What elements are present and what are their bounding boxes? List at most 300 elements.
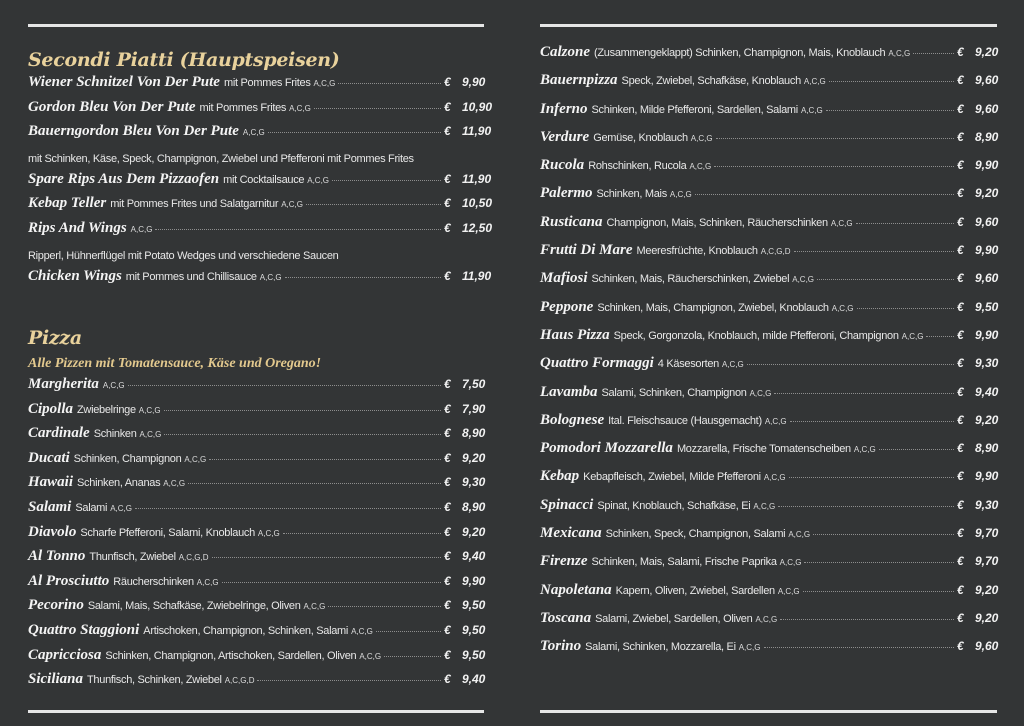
menu-item [540, 553, 997, 581]
menu-item [28, 597, 484, 622]
item-description: Speck, Gorgonzola, Knoblauch, milde Pfefferoni, Champignon [613, 329, 899, 342]
menu-item [540, 582, 997, 610]
menu-item [28, 573, 484, 598]
item-price: 10,50 [462, 196, 493, 211]
item-name: Chicken Wings [28, 267, 122, 284]
menu-item [540, 497, 997, 525]
currency-symbol: € [444, 75, 451, 89]
item-name: Pecorino [28, 597, 84, 614]
menu-item [540, 412, 997, 440]
dotted-leader [747, 364, 954, 365]
top-rule-right [540, 24, 997, 27]
dotted-leader [695, 194, 954, 195]
menu-item [28, 671, 484, 696]
dotted-leader [338, 83, 441, 84]
dotted-leader [778, 506, 954, 507]
item-name: Bauernpizza [540, 72, 618, 89]
item-name: Gordon Bleu Von Der Pute [28, 98, 196, 115]
bottom-rule-right [540, 710, 997, 713]
currency-symbol: € [957, 327, 964, 342]
dotted-leader [857, 308, 954, 309]
item-allergens: A,C,G [792, 275, 815, 285]
item-description: Spinat, Knoblauch, Schafkäse, Ei [597, 499, 751, 512]
currency-symbol: € [444, 499, 451, 514]
dotted-leader [856, 223, 954, 224]
item-description: Salami, Zwiebel, Sardellen, Oliven [595, 612, 753, 625]
item-description: Champignon, Mais, Schinken, Räucherschinken [606, 216, 828, 229]
currency-symbol: € [444, 573, 451, 588]
dotted-leader [813, 534, 954, 535]
item-price: 9,90 [975, 469, 999, 484]
dotted-leader [314, 108, 441, 109]
item-price: 8,90 [975, 129, 999, 144]
item-description: Zwiebelringe [77, 403, 136, 416]
dotted-leader [128, 385, 441, 386]
item-name: Napoletana [540, 581, 612, 598]
item-note: mit Schinken, Käse, Speck, Champignon, Zwiebel und Pfefferoni mit Pommes Frites [28, 152, 414, 165]
menu-item [540, 299, 997, 327]
item-allergens: A,C,G [901, 331, 924, 341]
currency-symbol: € [957, 45, 964, 59]
currency-symbol: € [444, 647, 451, 662]
dotted-leader [790, 421, 954, 422]
item-allergens: A,C,G [764, 416, 787, 426]
pizza-subtitle: Alle Pizzen mit Tomatensauce, Käse und Oregano! [28, 356, 322, 371]
item-name: Bauerngordon Bleu Von Der Pute [28, 123, 239, 140]
currency-symbol: € [957, 243, 964, 258]
item-allergens: A,C,G [800, 105, 823, 115]
section-title-pizza: Pizza [28, 327, 82, 349]
dotted-leader [257, 680, 441, 681]
item-allergens: A,C,G [689, 162, 712, 172]
item-description: Schinken, Mais, Salami, Frische Paprika [591, 556, 777, 569]
item-description: Scharfe Pfefferoni, Salami, Knoblauch [80, 526, 255, 539]
item-price: 9,70 [975, 554, 999, 569]
currency-symbol: € [957, 497, 964, 512]
menu-item [28, 123, 492, 148]
menu-item [28, 195, 493, 220]
item-name: Kebap Teller [28, 195, 107, 212]
menu-item [540, 129, 997, 157]
item-allergens: A,C,G [669, 190, 692, 200]
item-name: Cipolla [28, 400, 74, 417]
item-name: Frutti Di Mare [540, 242, 633, 259]
item-description: Salami, Schinken, Champignon [601, 386, 747, 399]
item-allergens: A,C,G [196, 577, 219, 587]
item-description: Thunfisch, Zwiebel [89, 551, 176, 564]
item-allergens: A,C,G [853, 445, 876, 455]
item-description: Räucherschinken [113, 575, 194, 588]
item-description: Schinken, Ananas [77, 477, 161, 490]
item-price: 9,60 [975, 271, 999, 286]
item-description: Schinken, Mais [596, 188, 667, 201]
currency-symbol: € [957, 412, 964, 427]
menu-item [28, 267, 492, 293]
menu-item [540, 440, 997, 468]
menu-item [28, 219, 493, 245]
item-description: Ital. Fleischsauce (Hausgemacht) [608, 414, 762, 427]
currency-symbol: € [444, 124, 451, 139]
menu-item [540, 468, 997, 496]
menu-item [28, 474, 484, 499]
item-name: Spinacci [540, 496, 594, 513]
currency-symbol: € [444, 524, 451, 539]
item-price: 11,90 [462, 268, 492, 283]
item-name: Lavamba [540, 383, 598, 400]
item-allergens: A,C,G [138, 405, 161, 415]
currency-symbol: € [957, 441, 964, 456]
item-name: Peppone [540, 298, 594, 315]
menu-item [28, 548, 484, 573]
dotted-leader [332, 180, 441, 181]
menu-item [28, 74, 484, 99]
item-allergens: A,C,G [803, 77, 826, 87]
dotted-leader [879, 449, 954, 450]
item-description: mit Pommes Frites und Salatgarnitur [110, 198, 279, 211]
item-allergens: A,C,G [777, 586, 800, 596]
item-description: Thunfisch, Schinken, Zwiebel [87, 674, 222, 687]
top-rule-left [28, 24, 484, 27]
dotted-leader [794, 251, 954, 252]
dotted-leader [780, 619, 954, 620]
item-name: Verdure [540, 128, 590, 145]
dotted-leader [913, 53, 954, 54]
item-price: 9,40 [462, 672, 486, 687]
item-allergens: A,C,G [102, 381, 125, 390]
item-allergens: A,C,G [763, 473, 786, 483]
item-allergens: A,C,G [788, 530, 811, 540]
item-price: 8,90 [462, 426, 486, 441]
currency-symbol: € [957, 214, 964, 229]
dotted-leader [285, 277, 441, 278]
item-allergens: A,C,G [139, 430, 162, 440]
dotted-leader [328, 606, 441, 607]
item-description: mit Pommes Frites [223, 77, 311, 89]
currency-symbol: € [444, 171, 451, 186]
item-price: 9,20 [975, 45, 999, 59]
currency-symbol: € [957, 554, 964, 569]
item-allergens: A,C,G [289, 103, 311, 113]
item-name: Ducati [28, 449, 70, 466]
item-description: Schinken, Milde Pfefferoni, Sardellen, Salami [591, 103, 798, 116]
item-name: Palermo [540, 185, 593, 202]
item-name: Quattro Staggioni [28, 621, 140, 638]
item-price: 12,50 [462, 220, 493, 235]
menu-item [28, 425, 484, 450]
currency-symbol: € [444, 401, 451, 416]
currency-symbol: € [444, 549, 451, 564]
item-description: 4 Käsesorten [657, 358, 719, 371]
item-price: 9,50 [462, 647, 486, 662]
item-description: Schinken, Speck, Champignon, Salami [605, 528, 786, 541]
item-name: Kebap [540, 468, 580, 485]
currency-symbol: € [444, 268, 451, 283]
menu-item [28, 499, 484, 524]
item-allergens: A,C,G [242, 128, 265, 138]
bottom-rule-left [28, 710, 484, 713]
dotted-leader [789, 477, 954, 478]
item-allergens: A,C,G [359, 651, 382, 661]
currency-symbol: € [444, 426, 451, 441]
menu-item [28, 98, 493, 124]
menu-item [540, 638, 997, 666]
item-allergens: A,C,G [307, 175, 330, 185]
item-description: mit Pommes Frites [199, 101, 287, 114]
item-price: 9,20 [975, 582, 999, 597]
item-allergens: A,C,G [351, 626, 373, 636]
item-allergens: A,C,G [831, 303, 854, 313]
dotted-leader [212, 557, 442, 558]
item-price: 9,70 [975, 526, 999, 541]
currency-symbol: € [957, 639, 964, 654]
item-name: Siciliana [28, 671, 84, 688]
item-description: Kebapfleisch, Zwiebel, Milde Pfefferoni [583, 471, 761, 484]
item-name: Capricciosa [28, 646, 102, 663]
currency-symbol: € [957, 158, 964, 173]
item-description: Artischoken, Champignon, Schinken, Salami [143, 624, 349, 637]
dotted-leader [716, 138, 954, 139]
dotted-leader [764, 647, 955, 648]
item-price: 9,90 [975, 327, 999, 342]
item-name: Torino [540, 638, 582, 655]
menu-item [28, 450, 484, 475]
item-price: 11,90 [462, 124, 492, 139]
item-allergens: A,C,G [749, 388, 772, 398]
item-name: Inferno [540, 100, 588, 117]
currency-symbol: € [957, 469, 964, 484]
item-allergens: A,C,G [690, 133, 713, 143]
item-allergens: A,C,G [184, 454, 207, 464]
menu-item [28, 622, 484, 647]
item-name: Rucola [540, 157, 585, 174]
item-allergens: A,C,G [722, 360, 744, 370]
dotted-leader [306, 204, 441, 205]
item-allergens: A,C,G,D [178, 553, 209, 563]
item-allergens: A,C,G [888, 49, 911, 58]
item-price: 8,90 [975, 441, 999, 456]
item-name: Calzone [540, 44, 591, 60]
dotted-leader [803, 591, 954, 592]
item-description: (Zusammengeklappt) Schinken, Champignon, Mais, Knoblauch [594, 47, 886, 59]
item-name: Spare Rips Aus Dem Pizzaofen [28, 170, 220, 187]
dotted-leader [774, 393, 954, 394]
dotted-leader [714, 166, 954, 167]
item-price: 9,90 [462, 75, 486, 89]
item-allergens: A,C,G [303, 602, 326, 612]
dotted-leader [826, 110, 954, 111]
currency-symbol: € [444, 598, 451, 613]
menu-item [540, 384, 997, 412]
item-allergens: A,C,G [738, 643, 761, 653]
item-allergens: A,C,G [755, 614, 778, 624]
menu-item [540, 214, 997, 242]
item-name: Al Prosciutto [28, 572, 110, 589]
item-description: Schinken [93, 428, 137, 441]
currency-symbol: € [444, 99, 451, 114]
menu-item [540, 101, 997, 129]
item-allergens: A,C,G [779, 558, 802, 568]
item-allergens: A,C,G [313, 79, 336, 88]
menu-item [540, 610, 997, 638]
dotted-leader [926, 336, 954, 337]
item-name: Rusticana [540, 213, 603, 230]
currency-symbol: € [444, 672, 451, 687]
dotted-leader [188, 483, 441, 484]
dotted-leader [829, 81, 954, 82]
menu-item [28, 376, 484, 401]
item-note: Ripperl, Hühnerflügel mit Potato Wedges und verschiedene Saucen [28, 249, 339, 262]
item-price: 9,60 [975, 214, 999, 229]
currency-symbol: € [957, 582, 964, 597]
dotted-leader [817, 279, 954, 280]
dotted-leader [283, 533, 441, 534]
item-price: 10,90 [462, 99, 493, 114]
section-title-secondi: Secondi Piatti (Hauptspeisen) [28, 49, 340, 71]
item-allergens: A,C,G [259, 272, 282, 282]
item-description: Kapern, Oliven, Zwiebel, Sardellen [615, 584, 775, 597]
item-price: 9,20 [975, 610, 999, 625]
currency-symbol: € [957, 384, 964, 399]
menu-item [540, 355, 997, 383]
item-description: Salami, Schinken, Mozzarella, Ei [585, 641, 736, 654]
dotted-leader [376, 631, 441, 632]
currency-symbol: € [444, 475, 451, 490]
menu-item [28, 524, 484, 549]
item-description: Salami, Mais, Schafkäse, Zwiebelringe, Oliven [87, 600, 301, 613]
item-price: 9,50 [462, 622, 486, 637]
item-allergens: A,C,G [830, 218, 853, 228]
currency-symbol: € [444, 622, 451, 637]
item-description: Schinken, Champignon, Artischoken, Sardellen, Oliven [105, 649, 357, 662]
item-description: Meeresfrüchte, Knoblauch [636, 245, 758, 258]
menu-item [540, 242, 997, 270]
menu-item [540, 157, 997, 185]
item-allergens: A,C,G [130, 224, 153, 234]
pizza-list [28, 376, 484, 696]
item-price: 9,30 [975, 356, 999, 371]
dotted-leader [209, 459, 441, 460]
item-description: Salami [75, 501, 108, 514]
currency-symbol: € [957, 73, 964, 88]
currency-symbol: € [957, 610, 964, 625]
item-allergens: A,C,G [753, 501, 776, 511]
item-description: Rohschinken, Rucola [588, 160, 687, 173]
item-description: Mozzarella, Frische Tomatenscheiben [676, 443, 851, 456]
item-name: Al Tonno [28, 548, 86, 565]
item-name: Diavolo [28, 523, 77, 540]
item-name: Hawaii [28, 474, 74, 491]
item-price: 9,30 [975, 497, 999, 512]
dotted-leader [164, 410, 441, 411]
item-name: Bolognese [540, 411, 605, 428]
item-price: 9,90 [975, 243, 999, 258]
item-name: Margherita [28, 376, 99, 392]
menu-item [28, 647, 484, 672]
currency-symbol: € [957, 299, 964, 314]
currency-symbol: € [957, 271, 964, 286]
item-price: 9,20 [462, 524, 486, 539]
item-name: Haus Pizza [540, 326, 610, 343]
item-description: mit Cocktailsauce [223, 173, 305, 186]
item-price: 9,50 [462, 598, 486, 613]
item-name: Quattro Formaggi [540, 355, 654, 372]
item-price: 7,50 [462, 377, 486, 391]
item-name: Firenze [540, 553, 588, 570]
currency-symbol: € [444, 450, 451, 465]
item-price: 9,20 [462, 450, 486, 465]
pizza-section [28, 324, 484, 696]
item-name: Mafiosi [540, 270, 588, 287]
item-allergens: A,C,G,D [760, 247, 791, 257]
item-price: 9,30 [462, 475, 486, 490]
item-description: Gemüse, Knoblauch [593, 131, 688, 144]
secondi-list [28, 74, 493, 292]
currency-symbol: € [957, 356, 964, 371]
item-name: Rips And Wings [28, 219, 127, 236]
menu-item [540, 44, 997, 72]
item-name: Wiener Schnitzel Von Der Pute [28, 74, 220, 90]
menu-item [540, 327, 997, 355]
right-list [540, 44, 997, 667]
currency-symbol: € [957, 129, 964, 144]
menu-item [540, 72, 997, 100]
item-allergens: A,C,G,D [224, 676, 255, 686]
menu-item [28, 401, 484, 426]
item-price: 9,60 [975, 639, 999, 654]
item-name: Toscana [540, 609, 592, 626]
currency-symbol: € [957, 526, 964, 541]
item-name: Salami [28, 498, 72, 515]
currency-symbol: € [957, 101, 964, 116]
item-description: Schinken, Champignon [73, 452, 182, 465]
item-description: Schinken, Mais, Champignon, Zwiebel, Knoblauch [597, 301, 829, 314]
item-allergens: A,C,G [281, 200, 303, 210]
item-price: 9,60 [975, 101, 999, 116]
item-price: 9,90 [462, 573, 486, 588]
menu-item [28, 170, 492, 196]
pizza-list-continued [540, 44, 997, 667]
item-allergens: A,C,G [257, 528, 280, 538]
currency-symbol: € [444, 196, 451, 211]
dotted-leader [155, 229, 441, 230]
menu-item [540, 270, 997, 298]
item-allergens: A,C,G [163, 479, 186, 489]
item-price: 9,40 [462, 549, 486, 564]
item-allergens: A,C,G [110, 503, 132, 513]
item-price: 11,90 [462, 171, 492, 186]
menu-item [540, 185, 997, 213]
item-name: Pomodori Mozzarella [540, 440, 673, 457]
dotted-leader [268, 132, 441, 133]
item-description: Schinken, Mais, Räucherschinken, Zwiebel [591, 273, 790, 286]
dotted-leader [384, 656, 441, 657]
item-price: 9,90 [975, 158, 999, 173]
dotted-leader [135, 508, 441, 509]
item-name: Mexicana [540, 525, 602, 542]
currency-symbol: € [444, 377, 451, 391]
menu-item [540, 525, 997, 553]
item-price: 9,20 [975, 412, 999, 427]
item-price: 9,20 [975, 186, 999, 201]
currency-symbol: € [444, 220, 451, 235]
item-name: Cardinale [28, 425, 90, 442]
currency-symbol: € [957, 186, 964, 201]
dotted-leader [222, 582, 441, 583]
item-description: mit Pommes und Chillisauce [125, 270, 257, 283]
item-price: 9,50 [975, 299, 999, 314]
item-price: 7,90 [462, 401, 486, 416]
secondi-section [28, 46, 493, 292]
